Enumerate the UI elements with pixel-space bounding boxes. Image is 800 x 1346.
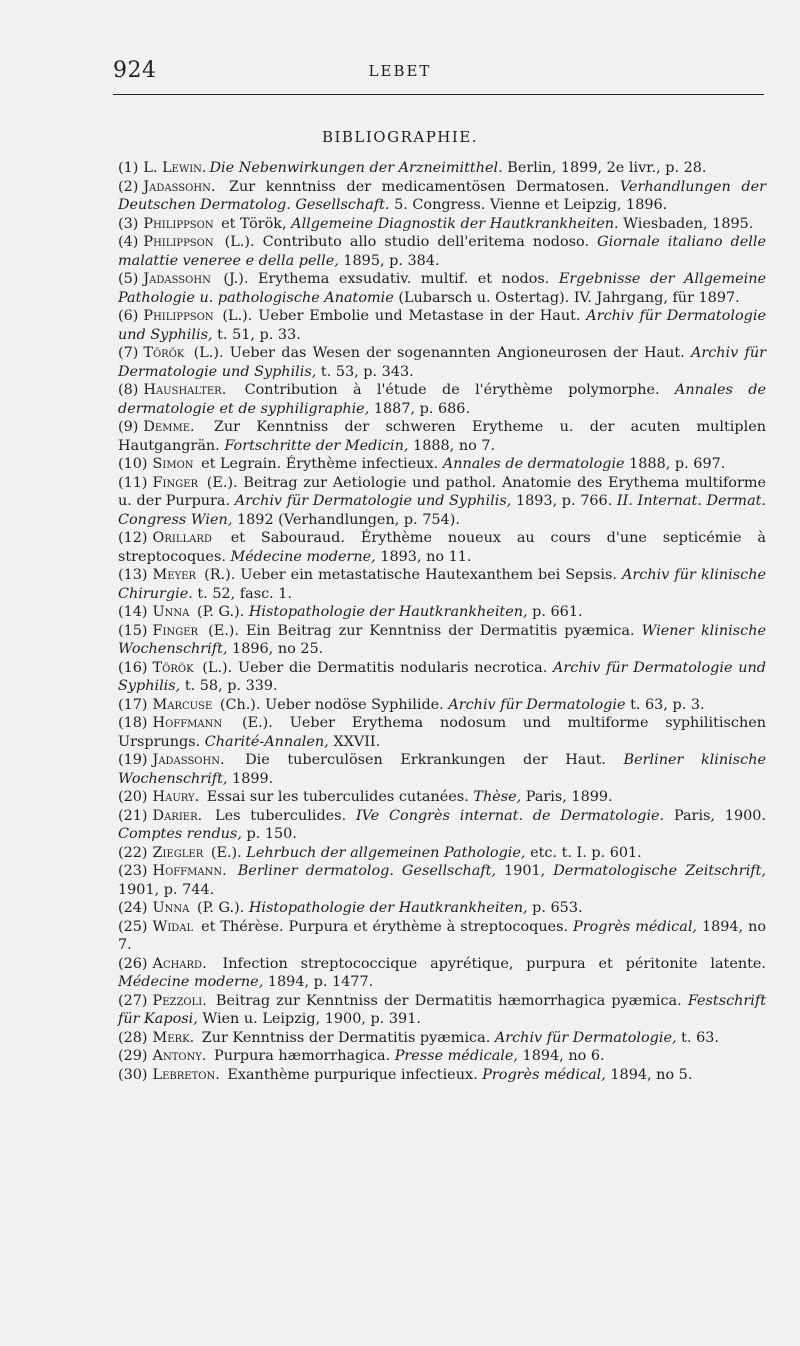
reference-entry: (11) Finger (E.). Beitrag zur Aetiologie und pathol. Anatomie des Erythema multiforme u. der Purpura. Archiv für Dermatologie und Syphilis, 1893, p. 766. II. Internat. Dermat. Congress Wien, 1892 (Verhandlungen, p. 754). (118, 474, 767, 528)
reference-entry: (6) Philippson (L.). Ueber Embolie und Metastase in der Haut. Archiv für Dermatologie und Syphilis, t. 51, p. 33. (118, 308, 766, 343)
reference-entry: (16) Török (L.). Ueber die Dermatitis nodularis necrotica. Archiv für Dermatologie und Syphilis, t. 58, p. 339. (118, 659, 766, 694)
reference-entry: (18) Hoffmann (E.). Ueber Erythema nodosum und multiforme syphilitischen Ursprungs. Charité-Annalen, XXVII. (118, 715, 766, 750)
reference-entry: (30) Lebreton. Exanthème purpurique infectieux. Progrès médical, 1894, no 5. (118, 1066, 693, 1083)
reference-entry: (15) Finger (E.). Ein Beitrag zur Kenntniss der Dermatitis pyæmica. Wiener klinische Wochenschrift, 1896, no 25. (118, 622, 766, 657)
page-number: 924 (113, 58, 157, 83)
reference-entry: (19) Jadassohn. Die tuberculösen Erkrankungen der Haut. Berliner klinische Wochenschrift, 1899. (118, 752, 766, 787)
reference-entry: (2) Jadassohn. Zur kenntniss der medicamentösen Dermatosen. Verhandlungen der Deutschen Dermatolog. Gesellschaft. 5. Congress. Vienne et Leipzig, 1896. (118, 178, 766, 213)
reference-entry: (10) Simon et Legrain. Érythème infectieux. Annales de dermatologie 1888, p. 697. (118, 456, 726, 472)
section-title: BIBLIOGRAPHIE. (321, 128, 479, 146)
reference-entry: (14) Unna (P. G.). Histopathologie der Hautkrankheiten, p. 661. (118, 604, 583, 620)
header-rule (113, 94, 764, 95)
reference-entry: (25) Widal et Thérèse. Purpura et érythème à streptocoques. Progrès médical, 1894, no 7. (118, 918, 767, 953)
reference-entry: (29) Antony. Purpura hæmorrhagica. Presse médicale, 1894, no 6. (118, 1048, 605, 1064)
reference-entry: (23) Hoffmann. Berliner dermatolog. Gesellschaft, 1901, Dermatologische Zeitschrift, 1901, p. 744. (118, 863, 766, 898)
reference-entry: (12) Orillard et Sabouraud. Érythème noueux au cours d'une septicémie à streptocoques. Médecine moderne, 1893, no 11. (118, 530, 766, 565)
reference-entry: (9) Demme. Zur Kenntniss der schweren Erytheme u. der acuten multiplen Hautgangrän. Fortschritte der Medicin, 1888, no 7. (118, 419, 766, 454)
reference-entry: (20) Haury. Essai sur les tuberculides cutanées. Thèse, Paris, 1899. (118, 789, 613, 805)
reference-entry: (28) Merk. Zur Kenntniss der Dermatitis pyæmica. Archiv für Dermatologie, t. 63. (118, 1029, 719, 1046)
reference-entry: (26) Achard. Infection streptococcique apyrétique, purpura et péritonite latente. Médecine moderne, 1894, p. 1477. (118, 955, 766, 990)
reference-entry: (3) Philippson et Török, Allgemeine Diagnostik der Hautkrankheiten. Wiesbaden, 1895. (118, 215, 754, 232)
reference-entry: (24) Unna (P. G.). Histopathologie der Hautkrankheiten, p. 653. (118, 900, 583, 916)
reference-entry: (27) Pezzoli. Beitrag zur Kenntniss der Dermatitis hæmorrhagica pyæmica. Festschrift für Kaposi, Wien u. Leipzig, 1900, p. 391. (118, 992, 766, 1027)
reference-list (118, 159, 766, 1084)
reference-entry: (4) Philippson (L.). Contributo allo studio dell'eritema nodoso. Giornale italiano delle malattie veneree e della pelle, 1895, p. 384. (118, 234, 767, 269)
running-head: LEBET (368, 62, 432, 80)
reference-entry: (1) L. Lewin. Die Nebenwirkungen der Arzneimitthel. Berlin, 1899, 2e livr., p. 28. (118, 160, 707, 176)
reference-entry: (21) Darier. Les tuberculides. IVe Congrès internat. de Dermatologie. Paris, 1900. Comptes rendus, p. 150. (118, 807, 767, 842)
reference-entry: (8) Haushalter. Contribution à l'étude de l'érythème polymorphe. Annales de dermatologie et de syphiligraphie, 1887, p. 686. (118, 382, 766, 417)
reference-entry: (13) Meyer (R.). Ueber ein metastatische Hautexanthem bei Sepsis. Archiv für klinische Chirurgie. t. 52, fasc. 1. (118, 567, 766, 602)
reference-entry: (22) Ziegler (E.). Lehrbuch der allgemeinen Pathologie, etc. t. I. p. 601. (118, 844, 642, 861)
reference-entry: (7) Török (L.). Ueber das Wesen der sogenannten Angioneurosen der Haut. Archiv für Dermatologie und Syphilis, t. 53, p. 343. (118, 345, 766, 380)
reference-entry: (5) Jadassohn (J.). Erythema exsudativ. multif. et nodos. Ergebnisse der Allgemeine Pathologie u. pathologische Anatomie (Lubarsch u. Ostertag). IV. Jahrgang, für 1897. (118, 271, 766, 306)
reference-entry: (17) Marcuse (Ch.). Ueber nodöse Syphilide. Archiv für Dermatologie t. 63, p. 3. (118, 696, 705, 713)
